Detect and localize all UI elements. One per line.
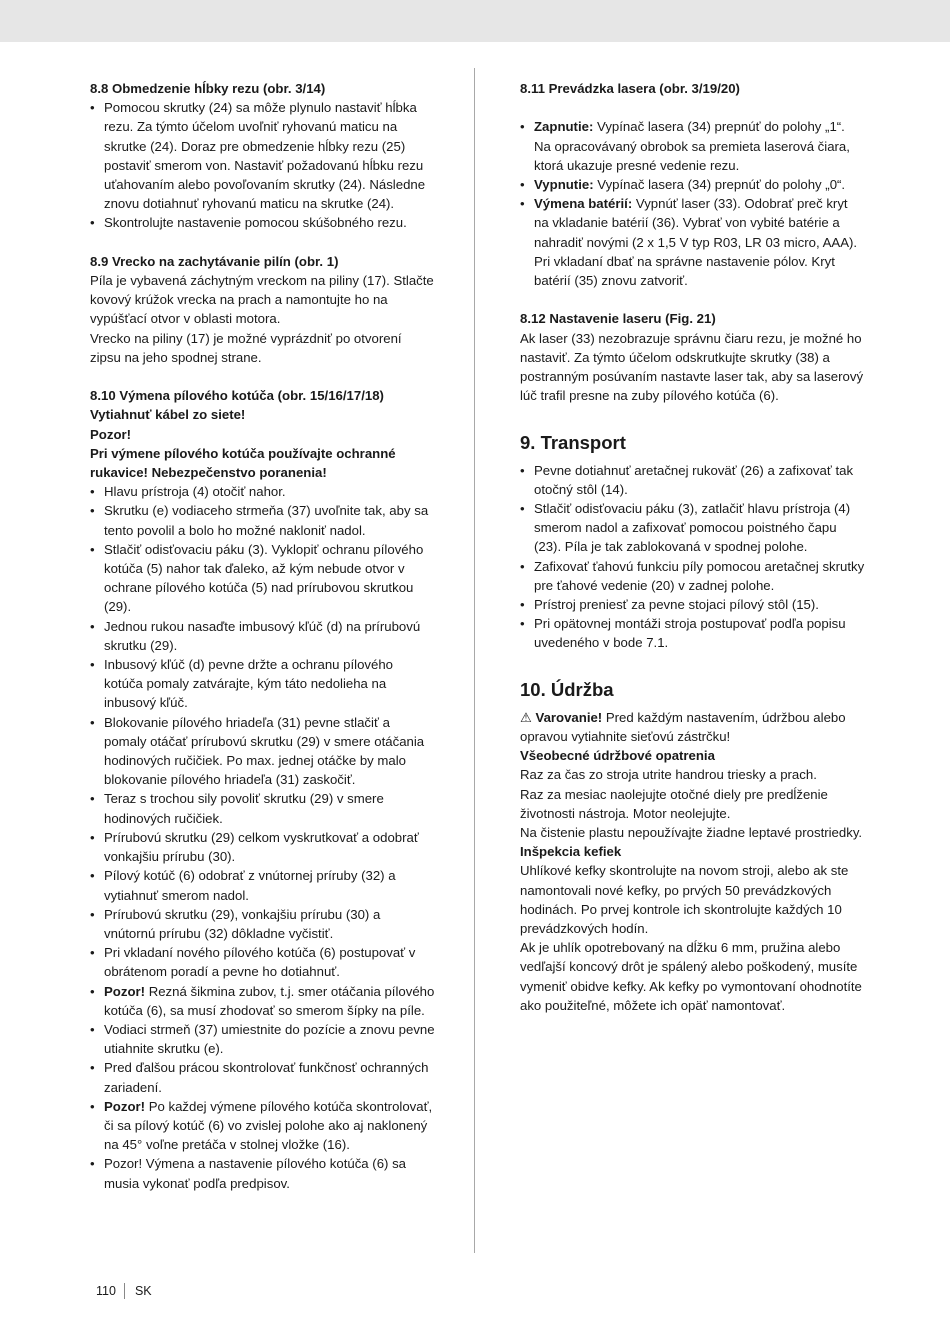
right-column — [520, 79, 865, 1015]
item-text: Vypínač lasera (34) prepnúť do polohy „0“. — [593, 177, 846, 192]
list-item: • Skontrolujte nastavenie pomocou skúšobného rezu. — [90, 213, 435, 232]
list-item — [520, 117, 865, 175]
bold-label: Vypnutie: — [534, 177, 594, 192]
list-item: • Stlačiť odisťovaciu páku (3). Vyklopiť ochranu pílového kotúča (5) nahor tak ďaleko, až kým nebude otvor v ochrane pílového kotúča (5) nad prírubovou skrutkou (29). — [90, 540, 435, 617]
section-title-8-10: 8.10 Výmena pílového kotúča (obr. 15/16/17/18) — [90, 388, 384, 404]
list-item: • Inbusový kľúč (d) pevne držte a ochranu pílového kotúča pomaly zatvárajte, kým táto nedolieha na inbusový kľúč. — [90, 655, 435, 713]
list-item: • Stlačiť odisťovaciu páku (3), zatlačiť hlavu prístroja (4) smerom nadol a zafixovať pomocou poistného čapu (23). Píla je tak zablokovaná v spodnej polohe. — [520, 499, 865, 557]
subheading: Všeobecné údržbové opatrenia — [520, 748, 715, 764]
paragraph: Píla je vybavená záchytným vreckom na piliny (17). Stlačte kovový krúžok vrecka na prach a namontujte ho na vypúšťací otvor v oblasti motora. — [90, 273, 434, 327]
item-text: Po každej výmene pílového kotúča skontrolovať, či sa pílový kotúč (6) vo zvislej polohe ako aj naklonený na 45° voľne pretáča v stolnej vložke (16). — [104, 1098, 433, 1153]
bold-label: Pozor! — [104, 983, 146, 999]
paragraph: Raz za čas zo stroja utrite handrou triesky a prach. — [520, 767, 817, 783]
item-text: Vypnúť laser (33). Odobrať preč kryt na vkladanie batérií (36). Vybrať von vybité batérie a nahradiť novými (2 x 1,5 V typ R03, LR 03 micro, AAA). Pri vkladaní dbať na správne nastavenie pólov. Kryt batérií (35) znovu zatvoriť. — [534, 196, 858, 289]
list-item: • Pred ďalšou prácou skontrolovať funkčnosť ochranných zariadení. — [90, 1058, 435, 1096]
list-item: • Prírubovú skrutku (29), vonkajšiu prírubu (30) a vnútornú prírubu (32) dôkladne vyčistiť. — [90, 905, 435, 943]
bold-label: Varovanie! — [535, 709, 603, 725]
list-item: • Hlavu prístroja (4) otočiť nahor. — [90, 482, 435, 501]
list-item: • Pri opätovnej montáži stroja postupovať podľa popisu uvedeného v bode 7.1. — [520, 614, 865, 652]
page-number: 110 — [96, 1283, 125, 1299]
column-divider — [474, 68, 475, 1253]
subheading: Inšpekcia kefiek — [520, 844, 622, 860]
section-title-8-9: 8.9 Vrecko na zachytávanie pilín (obr. 1) — [90, 253, 339, 269]
bold-label: Výmena batérií: — [534, 196, 633, 212]
list-item: • Pílový kotúč (6) odobrať z vnútornej príruby (32) a vytiahnuť smerom nadol. — [90, 866, 435, 904]
warning-text: Pri výmene pílového kotúča používajte ochranné rukavice! Nebezpečenstvo poranenia! — [90, 445, 396, 481]
paragraph: Ak laser (33) nezobrazuje správnu čiaru rezu, je možné ho nastaviť. Za týmto účelom odskrutkujte skrutky (38) a postranným posúvaním nastavte laser tak, aby sa laserový lúč trafil presne na zuby pílového kotúča (6). — [520, 330, 864, 404]
list-item: • Skrutku (e) vodiaceho strmeňa (37) uvoľnite tak, aby sa tento povolil a bolo ho možné nakloniť nadol. — [90, 501, 435, 539]
paragraph: Ak je uhlík opotrebovaný na dĺžku 6 mm, pružina alebo vedľajší koncový drôt je spálený alebo poškodený, musíte vymeniť obidve kefky. Ak kefky po vymontovaní ohodnotíte ako použiteľné, môžete ich opäť namontovať. — [520, 940, 862, 1013]
list-item — [90, 982, 435, 1020]
paragraph: Uhlíkové kefky skontrolujte na novom stroji, alebo ak ste namontovali nové kefky, po prvých 50 prevádzkových hodinách. Po prvej kontrole ich skontrolujte každých 10 prevádzkových hodín. — [520, 863, 849, 937]
list-item — [520, 175, 865, 194]
list-item: • Teraz s trochou sily povoliť skrutku (29) v smere hodinových ručičiek. — [90, 789, 435, 827]
warning-text: Pred každým nastavením, údržbou alebo opravou vytiahnite sieťovú zástrčku! — [520, 709, 846, 745]
section-title-8-11: 8.11 Prevádzka lasera (obr. 3/19/20) — [520, 81, 740, 96]
paragraph: Na čistenie plastu nepoužívajte žiadne leptavé prostriedky. — [520, 825, 863, 841]
header-band — [0, 0, 950, 42]
bullet-list-8-10 — [90, 482, 435, 1193]
list-item: • Prístroj preniesť za pevne stojaci pílový stôl (15). — [520, 595, 865, 614]
bold-label: Pozor! — [104, 1098, 146, 1114]
warning-text: Pozor! — [90, 426, 132, 442]
warning-paragraph — [520, 708, 865, 746]
list-item: • Zafixovať ťahovú funkciu píly pomocou aretačnej skrutky pre ťahové vedenie (20) v zadnej polohe. — [520, 557, 865, 595]
page-footer — [96, 1283, 152, 1299]
list-item: • Pri vkladaní nového pílového kotúča (6) postupovať v obrátenom poradí a pevne ho dotiahnuť. — [90, 943, 435, 981]
section-title-10: 10. Údržba — [520, 678, 614, 700]
list-item: • Pozor! Výmena a nastavenie pílového kotúča (6) sa musia vykonať podľa predpisov. — [90, 1154, 435, 1192]
bullet-list-8-11 — [520, 117, 865, 290]
section-title-9: 9. Transport — [520, 431, 626, 453]
bold-label: Zapnutie: — [534, 119, 594, 135]
bullet-list-8-8 — [90, 98, 435, 232]
list-item: • Jednou rukou nasaďte imbusový kľúč (d) na prírubovú skrutku (29). — [90, 617, 435, 655]
language-code: SK — [134, 1284, 152, 1298]
warning-text: Vytiahnuť kábel zo siete! — [90, 407, 246, 423]
bullet-list-9 — [520, 461, 865, 653]
item-text: Rezná šikmina zubov, t.j. smer otáčania pílového kotúča (6), sa musí zhodovať so smerom šípky na píle. — [104, 983, 435, 1018]
section-title-8-8: 8.8 Obmedzenie hĺbky rezu (obr. 3/14) — [90, 81, 326, 96]
list-item: • Prírubovú skrutku (29) celkom vyskrutkovať a odobrať vonkajšiu prírubu (30). — [90, 828, 435, 866]
list-item: • Pomocou skrutky (24) sa môže plynulo nastaviť hĺbka rezu. Za týmto účelom uvoľniť ryhovanú maticu na skrutke (24). Doraz pre obmedzenie hĺbky rezu (25) postaviť smerom von. Nastaviť požadovanú hĺbku rezu uťahovaním alebo povoľovaním skrutky (24). Následne znovu dotiahnuť ryhovanú maticu na skrutke (24). — [90, 98, 435, 213]
paragraph: Raz za mesiac naolejujte otočné diely pre predĺženie životnosti nástroja. Motor neolejujte. — [520, 786, 828, 821]
left-column — [90, 79, 435, 1193]
item-text: Vypínač lasera (34) prepnúť do polohy „1“. Na opracovávaný obrobok sa premieta laserová čiara, ktorá ukazuje presné vedenie rezu. — [534, 119, 850, 173]
list-item: • Blokovanie pílového hriadeľa (31) pevne stlačiť a pomaly otáčať prírubovú skrutku (29) v smere otáčania hodinových ručičiek. Po max. jednej otáčke by malo blokovanie pílového hriadeľa (31) zaskočiť. — [90, 713, 435, 790]
section-title-8-12: 8.12 Nastavenie laseru (Fig. 21) — [520, 311, 716, 327]
list-item — [520, 194, 865, 290]
list-item: • Vodiaci strmeň (37) umiestnite do pozície a znovu pevne utiahnite skrutku (e). — [90, 1020, 435, 1058]
paragraph: Vrecko na piliny (17) je možné vyprázdniť po otvorení zipsu na jeho spodnej strane. — [90, 330, 402, 365]
warning-triangle-icon: ⚠ — [520, 709, 532, 725]
list-item — [90, 1097, 435, 1155]
list-item: • Pevne dotiahnuť aretačnej rukoväť (26) a zafixovať tak otočný stôl (14). — [520, 461, 865, 499]
